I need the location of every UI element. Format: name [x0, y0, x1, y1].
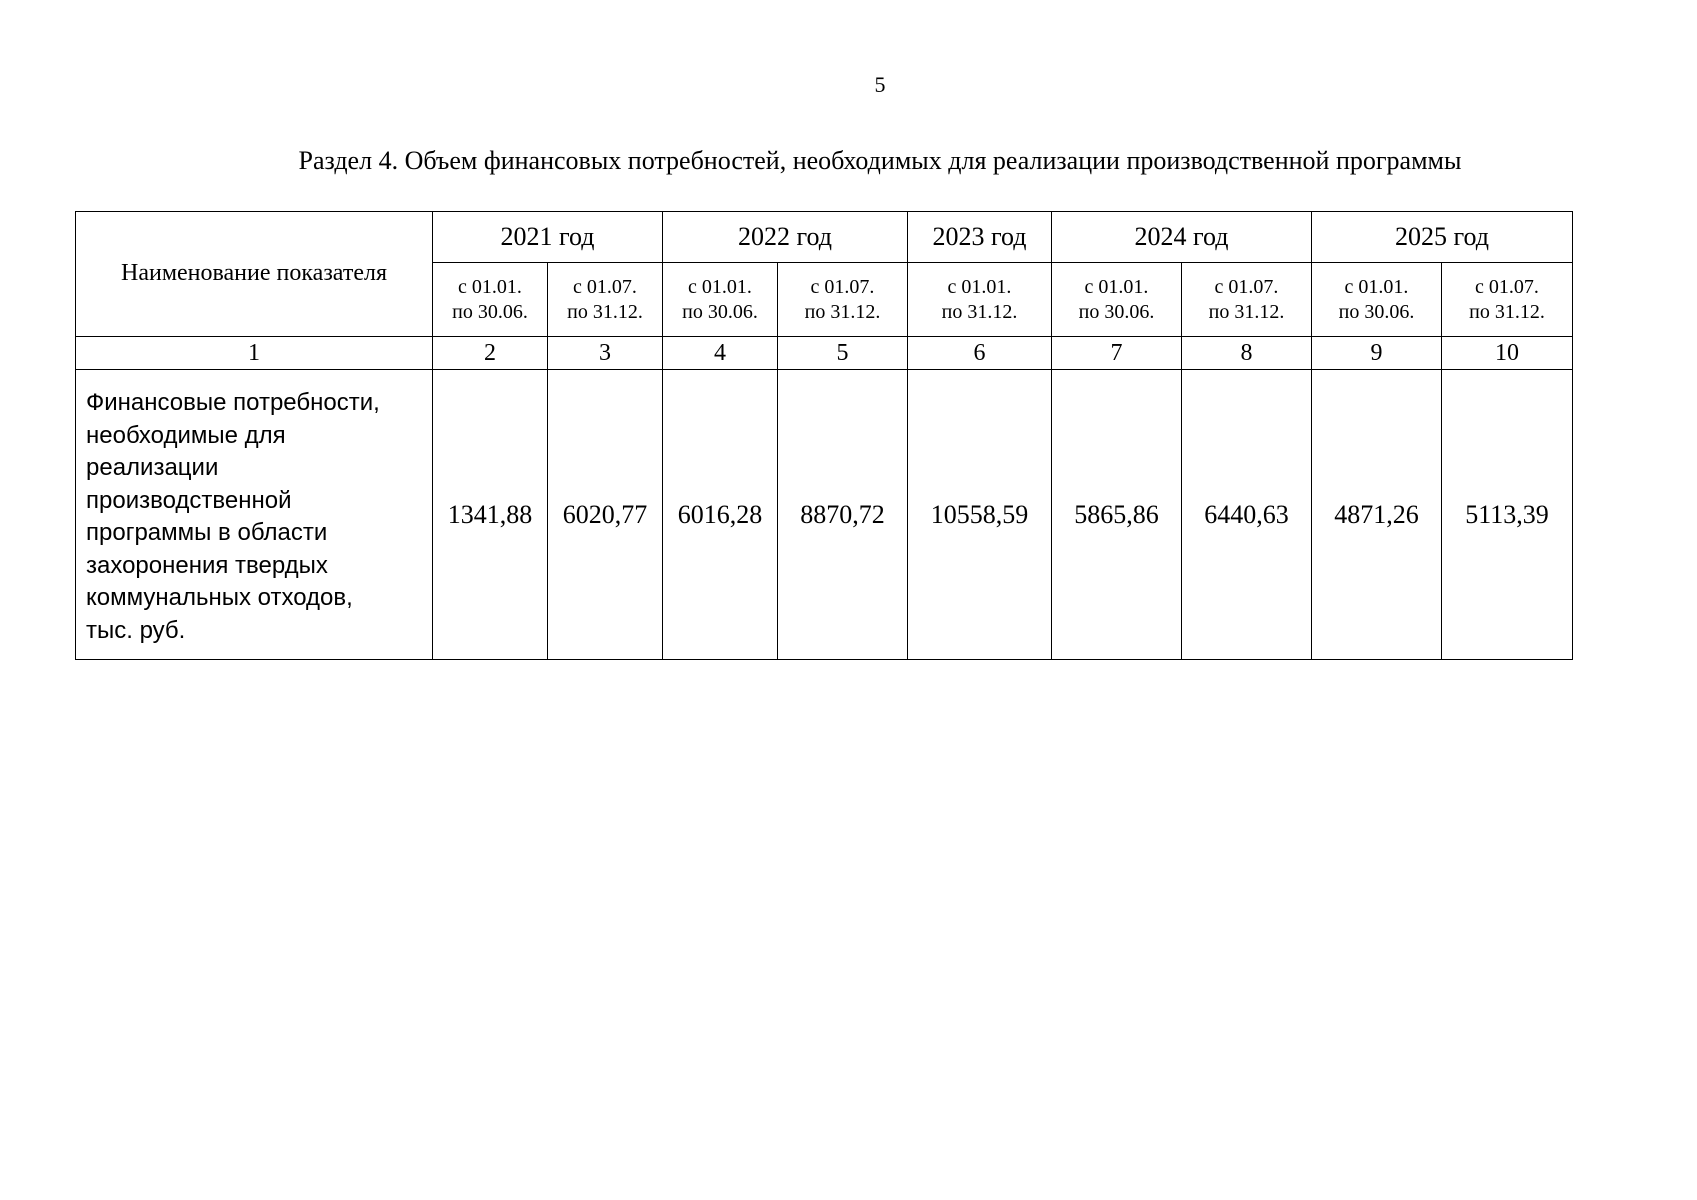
indicator-name-line: программы в области: [86, 519, 328, 546]
indicator-name-header: Наименование показателя: [76, 212, 433, 337]
year-header-2023: 2023 год: [908, 212, 1052, 263]
column-number: 10: [1442, 337, 1573, 370]
period-from: с 01.07.: [573, 275, 637, 298]
column-number: 1: [76, 337, 433, 370]
period-to: по 30.06.: [452, 300, 528, 323]
period-to: по 30.06.: [1338, 300, 1415, 323]
value-cell: 8870,72: [778, 370, 908, 660]
value-cell: 5865,86: [1052, 370, 1182, 660]
year-header-2025: 2025 год: [1312, 212, 1573, 263]
period-from: с 01.01.: [688, 275, 752, 298]
value-cell: 4871,26: [1312, 370, 1442, 660]
period-header: [433, 263, 548, 337]
column-number: 3: [548, 337, 663, 370]
column-number: 7: [1052, 337, 1182, 370]
financial-needs-table: [75, 211, 1573, 660]
period-to: по 31.12.: [567, 300, 643, 323]
section-title: Раздел 4. Объем финансовых потребностей, необходимых для реализации производственной программы: [298, 146, 1462, 175]
year-header-2022: 2022 год: [663, 212, 908, 263]
period-to: по 31.12.: [1469, 300, 1545, 323]
column-number: 4: [663, 337, 778, 370]
period-from: с 01.01.: [458, 275, 522, 298]
period-to: по 30.06.: [1078, 300, 1155, 323]
column-number-row: [76, 337, 1573, 370]
year-header-2024: 2024 год: [1052, 212, 1312, 263]
indicator-name-cell: [76, 370, 433, 660]
period-header: [778, 263, 908, 337]
period-from: с 01.07.: [1214, 275, 1279, 298]
period-from: с 01.07.: [810, 275, 875, 298]
column-number: 8: [1182, 337, 1312, 370]
page-number: 5: [874, 72, 886, 97]
indicator-name-line: тыс. руб.: [86, 616, 186, 644]
period-header: [1312, 263, 1442, 337]
column-number: 9: [1312, 337, 1442, 370]
table-row: [76, 370, 1573, 660]
period-from: с 01.01.: [1084, 275, 1149, 298]
period-to: по 31.12.: [804, 300, 881, 323]
value-cell: 6016,28: [663, 370, 778, 660]
indicator-name-line: Финансовые потребности,: [86, 389, 380, 416]
indicator-name-line: необходимые для: [86, 421, 286, 449]
period-to: по 30.06.: [682, 300, 758, 323]
period-header: [1442, 263, 1573, 337]
indicator-name-line: реализации: [86, 454, 219, 481]
column-number: 5: [778, 337, 908, 370]
column-number: 6: [908, 337, 1052, 370]
value-cell: 5113,39: [1442, 370, 1573, 660]
period-header: [548, 263, 663, 337]
column-number: 2: [433, 337, 548, 370]
indicator-name-line: захоронения твердых: [86, 551, 328, 579]
period-from: с 01.01.: [1344, 275, 1409, 298]
value-cell: 1341,88: [433, 370, 548, 660]
period-header: [1182, 263, 1312, 337]
value-cell: 10558,59: [908, 370, 1052, 660]
value-cell: 6020,77: [548, 370, 663, 660]
period-from: с 01.07.: [1475, 275, 1539, 298]
year-header-row: [76, 212, 1573, 263]
period-from: с 01.01.: [947, 275, 1012, 298]
indicator-name-line: коммунальных отходов,: [86, 584, 353, 611]
period-header: [1052, 263, 1182, 337]
period-to: по 31.12.: [1208, 300, 1285, 323]
indicator-name-line: производственной: [86, 486, 292, 514]
value-cell: 6440,63: [1182, 370, 1312, 660]
period-header: [908, 263, 1052, 337]
period-header: [663, 263, 778, 337]
year-header-2021: 2021 год: [433, 212, 663, 263]
period-to: по 31.12.: [941, 300, 1018, 323]
